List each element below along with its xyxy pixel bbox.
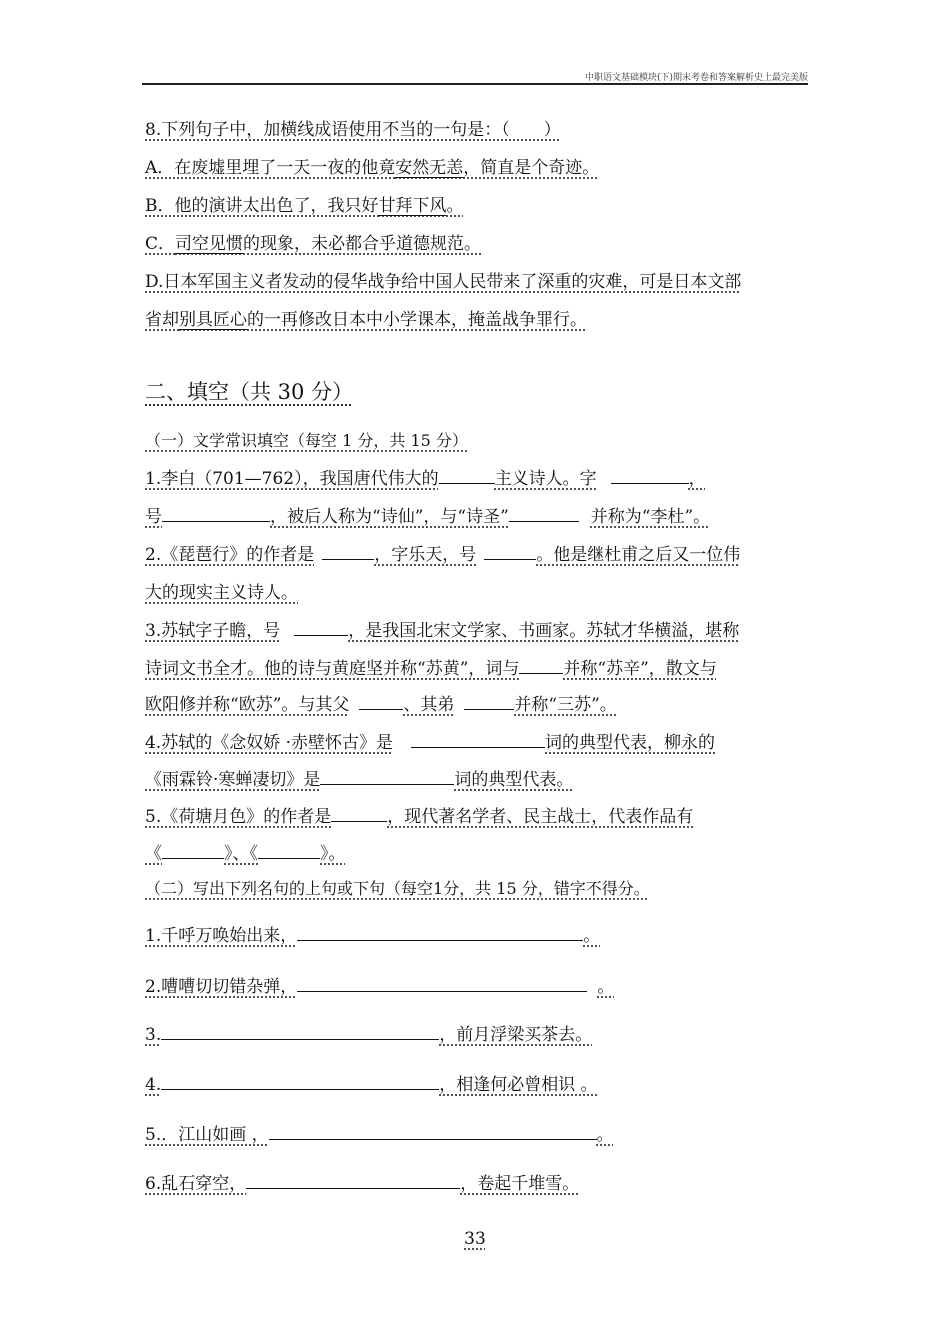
blank-poem-3[interactable] xyxy=(161,1025,439,1040)
option-c-idiom: 司空见惯 xyxy=(175,234,244,254)
poem-line-2 xyxy=(145,972,614,997)
fill-3-text-a: 3.苏轼字子瞻，号 xyxy=(145,621,281,641)
blank-3a[interactable] xyxy=(294,621,348,636)
fill-1-line1 xyxy=(145,464,706,489)
poem-line-1 xyxy=(145,921,600,946)
option-d-post: 的一再修改日本中小学课本，掩盖战争罪行。 xyxy=(247,310,587,330)
option-d-pre: 省却 xyxy=(145,310,179,330)
q8-option-b xyxy=(145,191,464,216)
poem-3-end: ，前月浮梁买茶去。 xyxy=(439,1025,593,1045)
option-c-pre: C． xyxy=(145,234,176,254)
option-a-idiom: 安然无恙 xyxy=(395,158,464,178)
blank-poem-1[interactable] xyxy=(297,926,583,941)
fill-3-text-b: ，是我国北宋文学家、书画家。苏轼才华横溢，堪称 xyxy=(348,621,740,641)
fill-2-text-a: 2.《琵琶行》的作者是 xyxy=(145,545,315,565)
blank-5c[interactable] xyxy=(258,844,320,859)
blank-4a[interactable] xyxy=(411,733,545,748)
poem-line-6 xyxy=(145,1169,579,1194)
fill-2-text-b: ，字乐天，号 xyxy=(374,545,477,565)
blank-5b[interactable] xyxy=(162,844,224,859)
fill-5-text-d: 》、《 xyxy=(224,844,258,864)
blank-1a[interactable] xyxy=(439,469,495,484)
fill-1-text-b: 主义诗人。字 xyxy=(494,469,597,489)
fill-5-text-c: 《 xyxy=(145,844,162,864)
q8-option-d-line1: D.日本军国主义者发动的侵华战争给中国人民带来了深重的灾难，可是日本文部 xyxy=(145,272,742,292)
poem-1-end: 。 xyxy=(583,926,601,946)
blank-poem-5[interactable] xyxy=(269,1125,597,1140)
poem-6-end: ，卷起千堆雪。 xyxy=(460,1174,580,1194)
option-b-pre: B．他的演讲太出色了，我只好 xyxy=(145,196,379,216)
poem-4-text: 4. xyxy=(145,1075,162,1095)
fill-4-line1 xyxy=(145,728,715,753)
blank-poem-4[interactable] xyxy=(161,1075,439,1090)
fill-4-text-c: 《雨霖铃·寒蝉凄切》是 xyxy=(145,770,321,790)
blank-2a[interactable] xyxy=(322,545,374,560)
fill-3-text-d: 并称“苏辛”，散文与 xyxy=(563,659,717,679)
fill-5-text-e: 》。 xyxy=(320,844,346,864)
fill-3-line3 xyxy=(145,690,617,715)
poem-6-text: 6.乱石穿空， xyxy=(145,1174,247,1194)
poem-3-text: 3. xyxy=(145,1025,162,1045)
blank-1b[interactable] xyxy=(611,469,689,484)
fill-1-text-c: ， xyxy=(688,469,706,489)
blank-poem-6[interactable] xyxy=(246,1174,460,1189)
blank-1d[interactable] xyxy=(509,507,579,522)
fill-5-text-b: ，现代著名学者、民主战士，代表作品有 xyxy=(387,807,694,827)
fill-2-text-c: 。他是继杜甫之后又一位伟 xyxy=(536,545,741,565)
fill-1-text-e: ，被后人称为“诗仙”，与“诗圣” xyxy=(270,507,509,527)
fill-3-line1 xyxy=(145,616,739,641)
fill-1-text-d: 号 xyxy=(145,507,162,527)
fill-3-text-g: 并称“三苏”。 xyxy=(514,695,617,715)
fill-1-text-a: 1.李白（701—762），我国唐代伟大的 xyxy=(145,469,439,489)
blank-3b[interactable] xyxy=(519,659,563,674)
fill-4-text-a: 4.苏轼的《念奴娇 ·赤壁怀古》是 xyxy=(145,733,394,753)
option-b-post: 。 xyxy=(446,196,464,216)
part-2-title: （二）写出下列名句的上句或下句（每空1分，共 15 分，错字不得分。 xyxy=(145,879,650,898)
fill-5-line1 xyxy=(145,802,693,827)
section-2-title: 二、填空（共 30 分） xyxy=(145,380,354,404)
part-1-title: （一）文学常识填空（每空 1 分，共 15 分） xyxy=(145,431,468,450)
q8-stem: 8.下列句子中，加横线成语使用不当的一句是：（ ） xyxy=(145,120,561,140)
running-header: 中职语文基础模块(下)期末考卷和答案解析史上最完美版 xyxy=(584,73,808,83)
header-rule xyxy=(142,83,808,85)
fill-5-line2 xyxy=(145,839,346,864)
fill-3-text-e: 欧阳修并称“欧苏”。与其父 xyxy=(145,695,350,715)
page-number: 33 xyxy=(464,1229,486,1249)
q8-option-a xyxy=(145,153,599,178)
option-b-idiom: 甘拜下风 xyxy=(378,196,447,216)
blank-poem-2[interactable] xyxy=(297,977,587,992)
poem-2-text: 2.嘈嘈切切错杂弹， xyxy=(145,977,298,997)
q8-option-d-line2 xyxy=(145,305,587,330)
poem-line-5 xyxy=(145,1120,614,1145)
q8-option-c xyxy=(145,229,481,254)
poem-5-end: 。 xyxy=(596,1125,614,1145)
poem-5-text: 5.．江山如画 ， xyxy=(145,1125,269,1145)
option-a-pre: A．在废墟里埋了一天一夜的他竟 xyxy=(145,158,396,178)
poem-2-end: 。 xyxy=(597,977,615,997)
blank-1c[interactable] xyxy=(162,507,270,522)
poem-4-end: ，相逢何必曾相识 。 xyxy=(439,1075,598,1095)
fill-3-line2 xyxy=(145,654,717,679)
fill-1-line2 xyxy=(145,502,710,527)
blank-2b[interactable] xyxy=(484,545,536,560)
fill-3-text-c: 诗词文书全才。他的诗与黄庭坚并称“苏黄”，词与 xyxy=(145,659,520,679)
blank-5a[interactable] xyxy=(331,807,387,822)
fill-1-text-f: 并称为“李杜”。 xyxy=(590,507,711,527)
fill-4-line2 xyxy=(145,765,573,790)
fill-5-text-a: 5.《荷塘月色》的作者是 xyxy=(145,807,332,827)
fill-3-text-f: 、其弟 xyxy=(403,695,455,715)
option-d-idiom: 别具匠心 xyxy=(179,310,247,330)
blank-3d[interactable] xyxy=(464,695,514,710)
blank-3c[interactable] xyxy=(359,695,403,710)
option-a-post: ，简直是个奇迹。 xyxy=(463,158,600,178)
option-c-post: 的现象，未必都合乎道德规范。 xyxy=(243,234,482,254)
fill-4-text-b: 词的典型代表，柳永的 xyxy=(545,733,716,753)
poem-line-4 xyxy=(145,1070,598,1095)
poem-1-text: 1.千呼万唤始出来， xyxy=(145,926,298,946)
fill-4-text-d: 词的典型代表。 xyxy=(454,770,574,790)
fill-2-line1 xyxy=(145,540,740,565)
fill-2-line2: 大的现实主义诗人。 xyxy=(145,583,298,603)
blank-4b[interactable] xyxy=(320,770,454,785)
poem-line-3 xyxy=(145,1020,592,1045)
